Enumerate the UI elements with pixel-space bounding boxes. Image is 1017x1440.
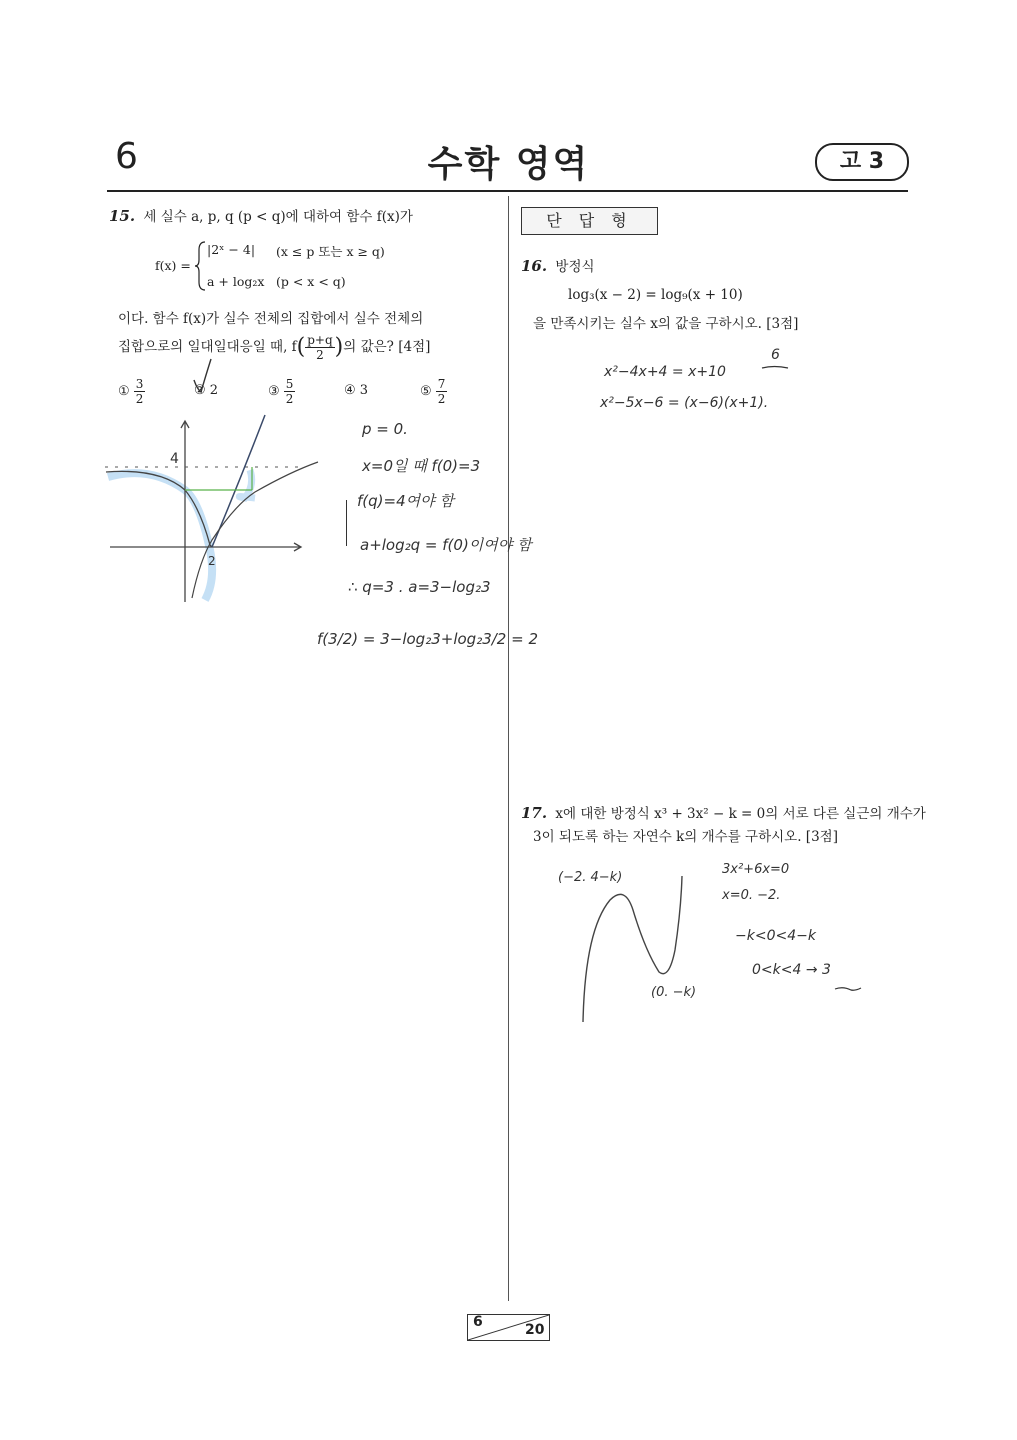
choice-3-den: 2 bbox=[285, 392, 294, 406]
q16-hand-answer: 6 bbox=[771, 347, 780, 363]
q15-sketch-graph bbox=[100, 410, 330, 610]
q15-hand-brace bbox=[346, 500, 357, 546]
q15-choice-4[interactable] bbox=[344, 383, 368, 398]
choice-2-value: 2 bbox=[209, 383, 219, 398]
q17-line-2: 3이 되도록 하는 자연수 k의 개수를 구하시오. [3점] bbox=[533, 829, 838, 845]
q15-intro-line bbox=[109, 203, 413, 230]
q17-answer-underline bbox=[833, 984, 863, 994]
q17-number: 17. bbox=[521, 804, 548, 822]
q16-answer-underline bbox=[760, 362, 790, 372]
q15-case2-expr: a + log₂x bbox=[207, 274, 265, 289]
q15-choice-3[interactable] bbox=[268, 377, 295, 406]
graph-x-tick-2: 2 bbox=[208, 554, 216, 568]
q17-hand-line-2: x=0. −2. bbox=[722, 888, 781, 903]
q15-case2-cond: (p < x < q) bbox=[276, 274, 346, 289]
q15-number: 15. bbox=[109, 207, 136, 225]
q15-hand-line-4: a+log₂q = f(0)이여야 함 bbox=[360, 536, 532, 554]
short-answer-section-label: 단 답 형 bbox=[521, 207, 658, 235]
grade-badge: 고 3 bbox=[815, 143, 909, 181]
choice-2-checkmark-icon bbox=[188, 356, 218, 398]
q15-hand-line-2: x=0일 때 f(0)=3 bbox=[362, 457, 481, 475]
q15-hand-line-6: f(3/2) = 3−log₂3+log₂3/2 = 2 bbox=[317, 630, 539, 648]
q15-choice-5[interactable] bbox=[420, 377, 447, 406]
q15-intro: 세 실수 a, p, q (p < q)에 대하여 함수 f(x)가 bbox=[143, 209, 413, 225]
q15-f-label: f(x) = bbox=[155, 258, 191, 273]
q17-cubic-sketch bbox=[575, 870, 695, 1030]
footer-total-pages: 20 bbox=[525, 1322, 545, 1338]
q15-brace bbox=[195, 240, 207, 292]
q17-hand-line-4: 0<k<4 → 3 bbox=[752, 962, 831, 978]
q16-intro: 방정식 bbox=[555, 259, 595, 275]
page-number: 6 bbox=[115, 136, 138, 177]
choice-3-mark: ③ bbox=[268, 384, 280, 399]
choice-4-value: 3 bbox=[359, 383, 369, 398]
choice-2-mark: ② bbox=[194, 383, 206, 398]
q15-hand-line-3: f(q)=4여야 함 bbox=[357, 492, 454, 510]
q17-hand-max-point: (−2. 4−k) bbox=[558, 870, 623, 885]
q15-frac-num: p+q bbox=[307, 333, 333, 347]
q15-body2-pre: 집합으로의 일대일대응일 때, f bbox=[118, 339, 297, 355]
q16-body: 을 만족시키는 실수 x의 값을 구하시오. [3점] bbox=[533, 316, 799, 332]
q15-body-line1: 이다. 함수 f(x)가 실수 전체의 집합에서 실수 전체의 bbox=[118, 311, 424, 327]
q15-body-line2: 집합으로의 일대일대응일 때, f( $\frac{p+q}{2}$ )의 값은? [4점] bbox=[118, 333, 431, 362]
choice-1-mark: ① bbox=[118, 384, 130, 399]
header-rule bbox=[107, 190, 908, 192]
choice-4-mark: ④ bbox=[344, 383, 356, 398]
choice-1-den: 2 bbox=[135, 392, 144, 406]
q17-hand-line-1: 3x²+6x=0 bbox=[722, 862, 790, 877]
choice-5-den: 2 bbox=[437, 392, 446, 406]
q16-hand-line-1: x²−4x+4 = x+10 bbox=[604, 364, 726, 380]
graph-y-tick-4: 4 bbox=[170, 451, 179, 467]
q15-hand-line-1: p = 0. bbox=[362, 420, 408, 438]
column-divider bbox=[508, 196, 509, 1301]
q17-hand-min-point: (0. −k) bbox=[651, 985, 697, 1000]
choice-5-num: 7 bbox=[437, 377, 446, 391]
page-title: 수학 영역 bbox=[427, 144, 590, 185]
q15-hand-line-5: ∴ q=3 . a=3−log₂3 bbox=[348, 578, 491, 596]
choice-5-frac bbox=[436, 377, 448, 406]
q17-hand-line-3: −k<0<4−k bbox=[735, 928, 816, 944]
choice-5-mark: ⑤ bbox=[420, 384, 432, 399]
choice-3-num: 5 bbox=[285, 377, 294, 391]
q15-body2-post: 의 값은? [4점] bbox=[343, 339, 431, 355]
choice-3-frac bbox=[284, 377, 296, 406]
footer-current-page: 6 bbox=[473, 1314, 483, 1330]
choice-1-frac bbox=[134, 377, 146, 406]
q16-number: 16. bbox=[521, 257, 548, 275]
q16-hand-line-2: x²−5x−6 = (x−6)(x+1). bbox=[600, 395, 769, 411]
q17-line-1 bbox=[521, 800, 926, 827]
q15-frac bbox=[305, 333, 334, 362]
q17-line1-text: x에 대한 방정식 x³ + 3x² − k = 0의 서로 다른 실근의 개수가 bbox=[555, 806, 926, 822]
q16-intro-line bbox=[521, 253, 595, 280]
q15-frac-den: 2 bbox=[316, 348, 324, 362]
choice-1-num: 3 bbox=[135, 377, 144, 391]
q15-case1-expr: |2ˣ − 4| bbox=[207, 242, 256, 257]
q16-equation: log₃(x − 2) = log₉(x + 10) bbox=[568, 287, 743, 303]
q15-choice-1[interactable] bbox=[118, 377, 145, 406]
q15-case1-cond: (x ≤ p 또는 x ≥ q) bbox=[276, 244, 385, 259]
